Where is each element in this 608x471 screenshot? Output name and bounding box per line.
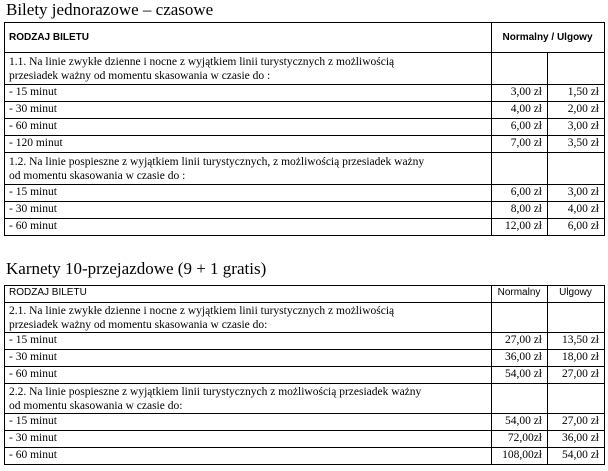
price-normal: 3,00 zł [492, 85, 548, 102]
col-header-ticket-type: RODZAJ BILETU [5, 286, 492, 303]
price-reduced: 13,50 zł [548, 333, 605, 350]
price-normal: 27,00 zł [492, 333, 548, 350]
single-tickets-table [4, 22, 605, 236]
price-reduced: 3,00 zł [548, 185, 605, 202]
table-row [5, 185, 605, 202]
table-header-row [5, 286, 605, 303]
table-row [5, 136, 605, 153]
price-reduced: 6,00 zł [548, 219, 605, 236]
row-label: - 15 minut [5, 333, 492, 350]
group-description-row [5, 153, 605, 185]
table-row [5, 119, 605, 136]
table-row [5, 367, 605, 384]
table-header-row [5, 23, 605, 53]
price-normal: 36,00 zł [492, 350, 548, 367]
ten-ride-cards-table [4, 285, 605, 465]
group-description: 2.2. Na linie pospieszne z wyjątkiem linii turystycznych z możliwością przesiadek ważny od momentu skasowania w czasie do: [5, 384, 492, 414]
row-label: - 60 minut [5, 219, 492, 236]
section1-title: Bilety jednorazowe – czasowe [6, 0, 214, 19]
price-reduced: 18,00 zł [548, 350, 605, 367]
price-reduced: 54,00 zł [548, 448, 605, 465]
group-description: 1.1. Na linie zwykłe dzienne i nocne z wyjątkiem linii turystycznych z możliwością przesiadek ważny od momentu skasowania w czasie do : [5, 53, 492, 85]
col-header-normal-reduced: Normalny / Ulgowy [492, 23, 605, 53]
price-reduced: 3,00 zł [548, 119, 605, 136]
price-normal: 4,00 zł [492, 102, 548, 119]
table-row [5, 431, 605, 448]
col-header-ticket-type: RODZAJ BILETU [5, 23, 492, 53]
row-label: - 30 minut [5, 202, 492, 219]
price-normal: 54,00 zł [492, 414, 548, 431]
row-label: - 60 minut [5, 448, 492, 465]
table-row [5, 102, 605, 119]
table-row [5, 333, 605, 350]
price-reduced: 27,00 zł [548, 414, 605, 431]
group-description: 1.2. Na linie pospieszne z wyjątkiem linii turystycznych, z możliwością przesiadek ważny od momentu skasowania w czasie do : [5, 153, 492, 185]
row-label: - 60 minut [5, 119, 492, 136]
price-normal: 12,00 zł [492, 219, 548, 236]
row-label: - 15 minut [5, 414, 492, 431]
table-row [5, 202, 605, 219]
group-description-row [5, 384, 605, 414]
price-normal: 6,00 zł [492, 185, 548, 202]
price-normal: 7,00 zł [492, 136, 548, 153]
price-reduced: 4,00 zł [548, 202, 605, 219]
group-description-row [5, 53, 605, 85]
row-label: - 30 minut [5, 350, 492, 367]
row-label: - 30 minut [5, 102, 492, 119]
row-label: - 60 minut [5, 367, 492, 384]
row-label: - 15 minut [5, 185, 492, 202]
price-reduced: 1,50 zł [548, 85, 605, 102]
row-label: - 30 minut [5, 431, 492, 448]
group-description: 2.1. Na linie zwykłe dzienne i nocne z wyjątkiem linii turystycznych z możliwością przesiadek ważny od momentu skasowania w czasie do: [5, 303, 492, 333]
price-normal: 6,00 zł [492, 119, 548, 136]
price-normal: 54,00 zł [492, 367, 548, 384]
price-normal: 8,00 zł [492, 202, 548, 219]
price-reduced: 27,00 zł [548, 367, 605, 384]
row-label: - 15 minut [5, 85, 492, 102]
table-row [5, 448, 605, 465]
price-reduced: 2,00 zł [548, 102, 605, 119]
price-reduced: 36,00 zł [548, 431, 605, 448]
table-row [5, 350, 605, 367]
table-row [5, 85, 605, 102]
price-normal: 108,00zł [492, 448, 548, 465]
group-description-row [5, 303, 605, 333]
col-header-normal: Normalny [492, 286, 548, 303]
table-row [5, 414, 605, 431]
price-reduced: 3,50 zł [548, 136, 605, 153]
table-row [5, 219, 605, 236]
section2-title: Karnety 10-przejazdowe (9 + 1 gratis) [6, 259, 267, 278]
col-header-reduced: Ulgowy [548, 286, 605, 303]
row-label: - 120 minut [5, 136, 492, 153]
price-normal: 72,00zł [492, 431, 548, 448]
